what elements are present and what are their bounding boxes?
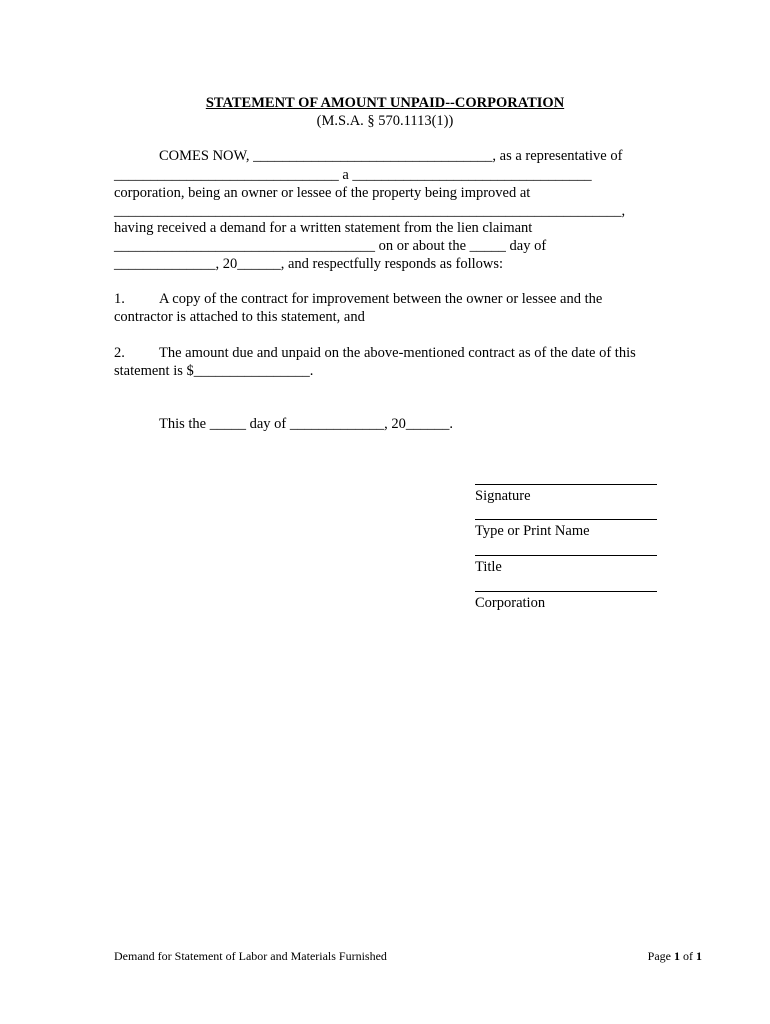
dated-line: This the _____ day of _____________, 20______. xyxy=(159,416,454,432)
print-name-rule xyxy=(475,519,657,520)
footer-page-number xyxy=(648,948,702,964)
page-prefix: Page xyxy=(647,949,674,963)
signature-label: Signature xyxy=(475,488,531,504)
item-1-line-1: A copy of the contract for improvement between the owner or lessee and the xyxy=(159,291,603,307)
item-1-number: 1. xyxy=(114,291,125,307)
title-rule xyxy=(475,555,657,556)
intro-line-4: ______________________________________________________________________, xyxy=(114,203,626,219)
corporation-rule xyxy=(475,591,657,592)
item-2-line-1: The amount due and unpaid on the above-mentioned contract as of the date of this xyxy=(159,345,636,361)
print-name-label: Type or Print Name xyxy=(475,523,590,539)
page-total: 1 xyxy=(696,949,702,963)
item-1-line-2: contractor is attached to this statement, and xyxy=(114,309,365,325)
intro-line-7: ______________, 20______, and respectfully responds as follows: xyxy=(114,256,504,272)
page-current: 1 xyxy=(674,949,680,963)
intro-line-1: COMES NOW, _________________________________, as a representative of xyxy=(159,148,623,164)
document-title: STATEMENT OF AMOUNT UNPAID--CORPORATION xyxy=(205,95,565,111)
intro-line-5: having received a demand for a written statement from the lien claimant xyxy=(114,220,533,236)
intro-line-6: ____________________________________ on or about the _____ day of xyxy=(114,238,547,254)
title-label: Title xyxy=(475,559,502,575)
statute-citation: (M.S.A. § 570.1113(1)) xyxy=(316,113,454,129)
item-2-line-2: statement is $________________. xyxy=(114,363,314,379)
intro-line-3: corporation, being an owner or lessee of the property being improved at xyxy=(114,185,531,201)
intro-line-2: _______________________________ a _________________________________ xyxy=(114,167,592,183)
signature-rule xyxy=(475,484,657,485)
corporation-label: Corporation xyxy=(475,595,546,611)
page-of: of xyxy=(680,949,696,963)
footer-form-name: Demand for Statement of Labor and Materials Furnished xyxy=(114,949,387,963)
item-2-number: 2. xyxy=(114,345,125,361)
